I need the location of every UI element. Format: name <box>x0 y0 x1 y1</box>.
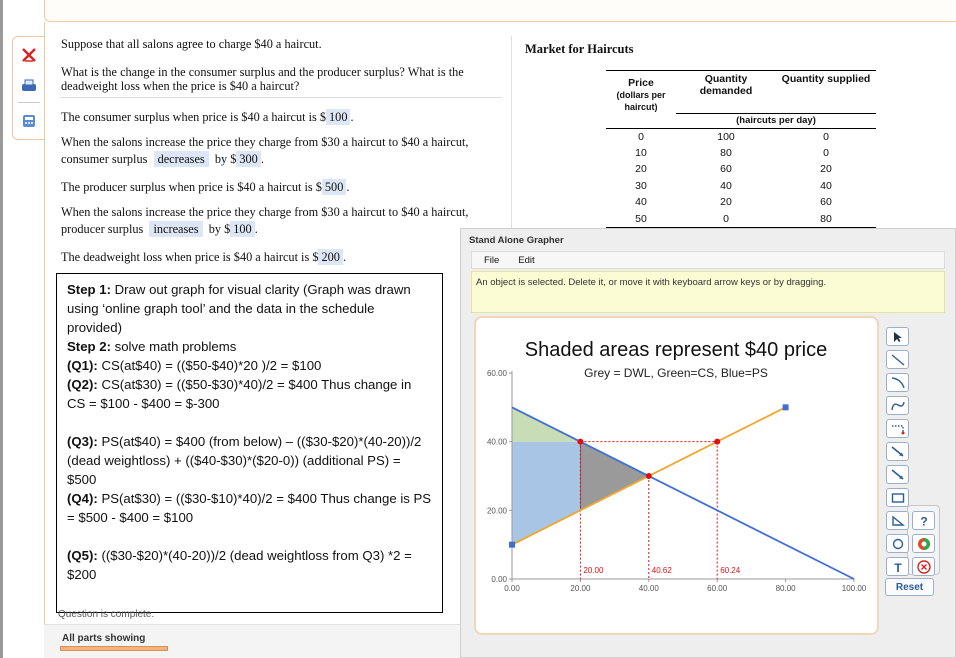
q2-text: CS(at$30) = (($50-$30)*40)/2 = $400 Thus change in CS = $100 - $400 = $-300 <box>67 377 412 411</box>
table-cell: 40 <box>820 179 832 192</box>
period: . <box>342 250 347 264</box>
table-cell: 50 <box>635 212 647 225</box>
dwl-question-label: The deadweight loss when price is $40 a haircut is $ <box>61 250 319 264</box>
q5-text: (($30-$20)*(40-20))/2 (dead weightloss from Q3) *2 = $200 <box>67 548 412 582</box>
step-1-text: Draw out graph for visual clarity (Graph was drawn using ‘online graph tool’ and the data in the schedule provided) <box>67 282 411 335</box>
period: . <box>346 180 350 194</box>
ps-direction-select[interactable]: increases <box>149 221 202 237</box>
table-row <box>606 211 876 228</box>
freehand-tool-icon[interactable] <box>886 396 909 415</box>
y-tick-label: 60.00 <box>486 369 507 378</box>
col-qs-header: Quantity supplied <box>781 73 871 85</box>
qty-unit-header: (haircuts per day) <box>676 113 876 128</box>
print-icon[interactable] <box>16 73 42 99</box>
y-tick-label: 0.00 <box>491 575 507 584</box>
table-cell: 0 <box>823 130 829 143</box>
cs-question <box>61 109 354 125</box>
panel-divider <box>511 36 512 231</box>
color-picker-icon[interactable] <box>912 534 935 553</box>
q3-label: (Q3): <box>67 434 98 449</box>
ps-change-question <box>61 221 258 237</box>
q1-solution <box>67 356 432 375</box>
toolbar-divider <box>18 102 40 103</box>
question-line-b: deadweight loss when the price is $40 a haircut? <box>61 79 300 93</box>
vector-tool-icon[interactable] <box>886 465 909 484</box>
ps-answer-field[interactable]: 500 <box>322 179 346 195</box>
dwl-question <box>61 249 346 265</box>
intersection-point <box>577 439 583 445</box>
table-cell: 0 <box>723 212 729 225</box>
q2-solution <box>67 375 432 413</box>
dwl-answer-field[interactable]: 200 <box>318 249 342 265</box>
table-cell: 100 <box>717 130 735 143</box>
cs-change-line-a: When the salons increase the price they charge from $30 a haircut to $40 a haircut, <box>61 135 469 149</box>
all-parts-showing-label: All parts showing <box>62 633 146 644</box>
ps-by-label: by $ <box>208 222 231 236</box>
ps-change-answer-field[interactable]: 100 <box>230 221 254 237</box>
plot-subtitle: Grey = DWL, Green=CS, Blue=PS <box>584 366 768 380</box>
cs-by-label: by $ <box>214 152 237 166</box>
triangle-tool-icon[interactable] <box>886 511 909 530</box>
q5-label: (Q5): <box>67 548 98 563</box>
svg-text:?: ? <box>919 514 928 527</box>
top-header-bar <box>44 0 956 22</box>
arrow-line-tool-icon[interactable] <box>886 442 909 461</box>
q4-text: PS(at$30) = (($30-$10)*40)/2 = $400 Thus change is PS = $500 - $400 = $100 <box>67 491 432 525</box>
text-tool-icon[interactable] <box>886 557 909 576</box>
q1-label: (Q1): <box>67 358 98 373</box>
plot-frame <box>474 316 879 635</box>
cs-change-question <box>61 151 264 167</box>
q3-text: PS(at$40) = $400 (from below) – (($30-$20)*(40-20))/2 (dead weightloss) + (($40-$30)*($20-0)) (additional PS) = $500 <box>67 434 422 487</box>
solution-steps-box <box>56 273 443 613</box>
table-row <box>606 161 876 178</box>
period: . <box>350 110 354 124</box>
grapher-menu-bar <box>471 251 945 269</box>
cs-direction-select[interactable]: decreases <box>154 151 209 167</box>
window-left-edge <box>0 0 3 658</box>
plot-title: Shaded areas represent $40 price <box>524 339 828 361</box>
col-price-unit: (dollars per haircut) <box>616 90 666 112</box>
grapher-title: Stand Alone Grapher <box>469 235 564 246</box>
delete-tool-icon[interactable] <box>912 557 935 576</box>
table-cell: 0 <box>638 130 644 143</box>
col-price-label: Price <box>628 77 654 89</box>
reset-button[interactable]: Reset <box>885 578 934 596</box>
q2-label: (Q2): <box>67 377 98 392</box>
table-cell: 20 <box>635 163 647 176</box>
quantity-guide-label: 60.24 <box>720 566 741 575</box>
x-tick-label: 80.00 <box>775 584 796 593</box>
x-tick-label: 40.00 <box>638 584 659 593</box>
table-cell: 60 <box>720 163 732 176</box>
ps-question <box>61 179 349 195</box>
table-cell: 80 <box>820 212 832 225</box>
table-cell: 40 <box>720 179 732 192</box>
step-2 <box>67 337 432 356</box>
line-tool-icon[interactable] <box>886 350 909 369</box>
ps-question-label: The producer surplus when price is $40 a haircut is $ <box>61 180 322 194</box>
quantity-guide-label: 20.00 <box>583 566 604 575</box>
supply-endpoint-handle <box>509 542 515 548</box>
dwl-region <box>580 442 648 511</box>
table-cell: 30 <box>635 179 647 192</box>
pointer-tool-icon[interactable] <box>886 327 909 346</box>
q5-solution <box>67 546 432 584</box>
progress-bar <box>60 646 168 651</box>
dotted-line-tool-icon[interactable] <box>886 419 909 438</box>
question-divider <box>60 97 502 98</box>
menu-edit[interactable]: Edit <box>518 255 535 266</box>
table-cell: 80 <box>720 146 732 159</box>
calculator-icon[interactable] <box>16 108 42 134</box>
question-line-a: What is the change in the consumer surplus and the producer surplus? What is the <box>61 65 464 79</box>
drawing-tools <box>880 325 940 601</box>
quantity-guide-label: 40.62 <box>651 566 672 575</box>
x-mark-icon[interactable] <box>16 42 42 68</box>
help-icon[interactable] <box>912 511 935 530</box>
graph-canvas[interactable] <box>476 318 877 633</box>
x-tick-label: 0.00 <box>504 584 520 593</box>
market-title: Market for Haircuts <box>525 42 634 56</box>
step-2-text: solve math problems <box>110 339 237 354</box>
y-tick-label: 20.00 <box>486 506 507 516</box>
x-tick-label: 60.00 <box>707 584 728 593</box>
col-price-header <box>606 71 676 114</box>
rectangle-tool-icon[interactable] <box>886 488 909 507</box>
table-row <box>606 128 876 145</box>
cs-answer-field[interactable]: 100 <box>326 109 350 125</box>
step-1-label: Step 1: <box>67 282 111 297</box>
table-cell: 60 <box>820 196 832 209</box>
question-complete-status: Question is complete. <box>58 609 155 620</box>
cs-change-label: consumer surplus <box>61 152 148 166</box>
q1-text: CS(at$40) = (($50-$40)*20 )/2 = $100 <box>97 358 322 373</box>
cs-change-answer-field[interactable]: 300 <box>236 151 260 167</box>
supply-endpoint-handle <box>783 404 789 410</box>
table-cell: 40 <box>635 196 647 209</box>
q4-label: (Q4): <box>67 491 98 506</box>
grapher-message: An object is selected. Delete it, or move it with keyboard arrow keys or by dragging. <box>471 271 945 313</box>
ps-change-line-a: When the salons increase the price they charge from $30 a haircut to $40 a haircut, <box>61 205 469 219</box>
svg-text:T: T <box>893 560 902 573</box>
period: . <box>254 222 258 236</box>
table-row <box>606 145 876 162</box>
cs-question-label: The consumer surplus when price is $40 a haircut is $ <box>61 110 327 124</box>
col-qd-header: Quantity demanded <box>699 73 753 97</box>
question-intro: Suppose that all salons agree to charge $40 a haircut. <box>61 37 322 51</box>
ps-change-label: producer surplus <box>61 222 144 236</box>
menu-file[interactable]: File <box>484 255 500 266</box>
table-row <box>606 194 876 211</box>
table-row <box>606 178 876 195</box>
side-toolbar <box>12 36 45 140</box>
period: . <box>260 152 264 166</box>
step-1 <box>67 280 432 337</box>
circle-tool-icon[interactable] <box>886 534 909 553</box>
table-cell: 0 <box>823 146 829 159</box>
table-cell: 20 <box>720 196 732 209</box>
x-tick-label: 20.00 <box>570 584 591 593</box>
ps-region <box>512 442 580 545</box>
step-2-label: Step 2: <box>67 339 111 354</box>
intersection-point <box>714 439 720 445</box>
table-cell: 20 <box>820 163 832 176</box>
q4-solution <box>67 489 432 527</box>
x-tick-label: 100.00 <box>841 584 867 593</box>
table-cell: 10 <box>635 146 647 159</box>
q3-solution <box>67 432 432 489</box>
market-schedule-table <box>606 70 876 228</box>
curve-tool-icon[interactable] <box>886 373 909 392</box>
intersection-point <box>646 473 652 479</box>
y-tick-label: 40.00 <box>486 437 507 447</box>
